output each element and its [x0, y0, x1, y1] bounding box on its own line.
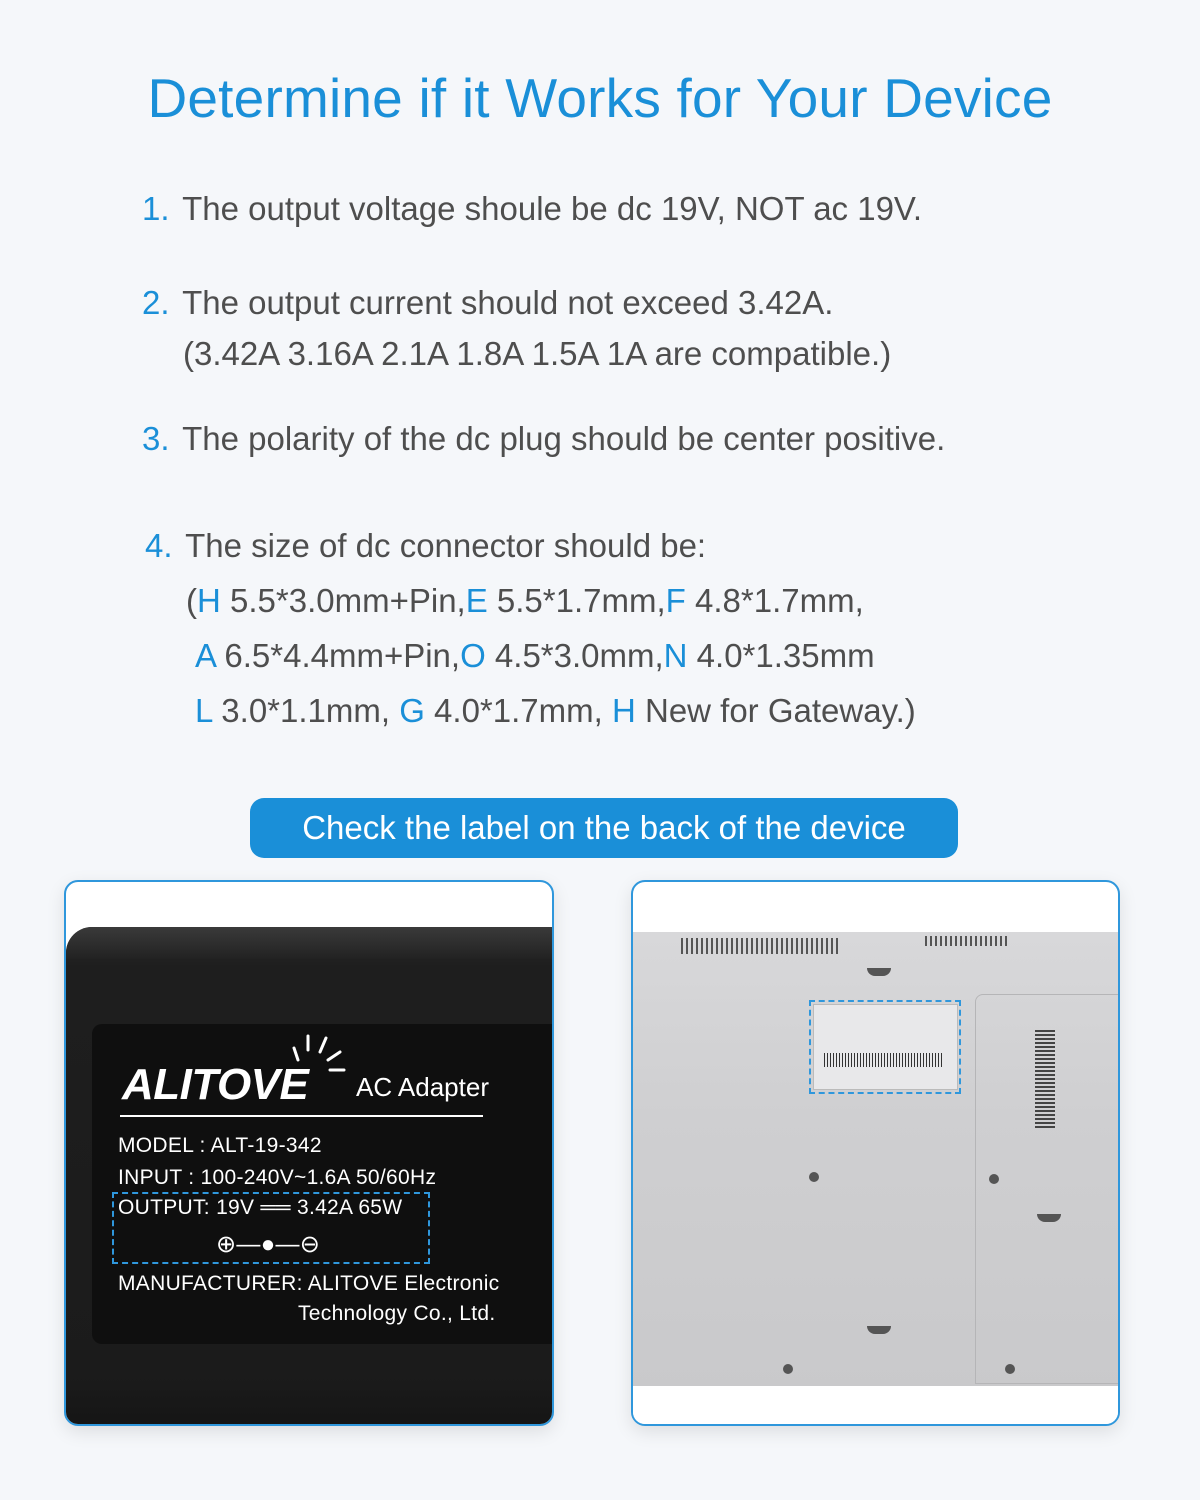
connector-size: 4.8*1.7mm, — [685, 582, 864, 619]
connector-size: 5.5*1.7mm, — [487, 582, 666, 619]
input-text: INPUT : 100-240V~1.6A 50/60Hz — [118, 1166, 437, 1189]
screw-icon — [1005, 1364, 1015, 1374]
connector-size: 6.5*4.4mm+Pin, — [215, 637, 461, 674]
item-text: The size of dc connector should be: — [185, 527, 707, 564]
vent-icon — [925, 936, 1009, 946]
brand-name: ALITOVE — [122, 1060, 309, 1109]
laptop-edge — [633, 1386, 1118, 1426]
connector-line-1 — [186, 582, 864, 620]
connector-size: 4.0*1.35mm — [687, 637, 875, 674]
connector-size: 5.5*3.0mm+Pin, — [220, 582, 466, 619]
connector-letter: H — [611, 692, 636, 729]
connector-size: New for Gateway.) — [635, 692, 916, 729]
item-number: 3. — [142, 420, 170, 457]
page-title: Determine if it Works for Your Device — [147, 67, 1053, 129]
laptop-photo-card — [631, 880, 1120, 1426]
connector-letter: E — [465, 582, 488, 619]
connector-letter: N — [663, 637, 688, 674]
requirement-item-3 — [142, 420, 945, 458]
item-text: The output current should not exceed 3.42A. — [182, 284, 834, 321]
screw-icon — [809, 1172, 819, 1182]
connector-line-2 — [195, 637, 875, 675]
item-number: 4. — [145, 527, 173, 564]
connector-letter: L — [195, 692, 213, 729]
output-highlight-box — [112, 1192, 430, 1264]
connector-letter: H — [197, 582, 221, 619]
connector-letter: O — [460, 637, 486, 674]
barcode-icon — [1035, 1030, 1055, 1130]
connector-size: 4.5*3.0mm, — [485, 637, 664, 674]
output-text: OUTPUT: 19V ══ 3.42A 65W — [118, 1196, 403, 1219]
connector-letter: F — [665, 582, 686, 619]
item-number: 1. — [142, 190, 170, 227]
screw-icon — [989, 1174, 999, 1184]
compatible-currents: (3.42A 3.16A 2.1A 1.8A 1.5A 1A are compatible.) — [183, 335, 892, 372]
requirement-item-2 — [142, 284, 833, 322]
connector-letter: G — [399, 692, 425, 729]
requirement-item-1 — [142, 190, 922, 228]
adapter-edge — [66, 927, 552, 959]
connector-size: 3.0*1.1mm, — [212, 692, 400, 729]
item-number: 2. — [142, 284, 170, 321]
polarity-symbol: ⊕—●—⊖ — [216, 1231, 321, 1258]
connector-line-3 — [195, 692, 916, 730]
vent-icon — [681, 938, 841, 954]
screw-icon — [783, 1364, 793, 1374]
manufacturer-text: MANUFACTURER: ALITOVE Electronic — [118, 1272, 500, 1295]
product-type: AC Adapter — [356, 1072, 489, 1102]
requirement-item-4 — [145, 527, 706, 565]
item-text: The polarity of the dc plug should be center positive. — [182, 420, 946, 457]
connector-letter: A — [195, 637, 216, 674]
adapter-photo-card — [64, 880, 554, 1426]
brand-divider — [120, 1115, 483, 1117]
paren-open: ( — [186, 582, 197, 619]
check-label-banner: Check the label on the back of the device — [250, 798, 958, 858]
item-text: The output voltage shoule be dc 19V, NOT ac 19V. — [182, 190, 923, 227]
manufacturer-text-2: Technology Co., Ltd. — [298, 1302, 496, 1325]
connector-size: 4.0*1.7mm, — [424, 692, 612, 729]
model-text: MODEL : ALT-19-342 — [118, 1134, 322, 1157]
label-highlight-box — [809, 1000, 961, 1094]
